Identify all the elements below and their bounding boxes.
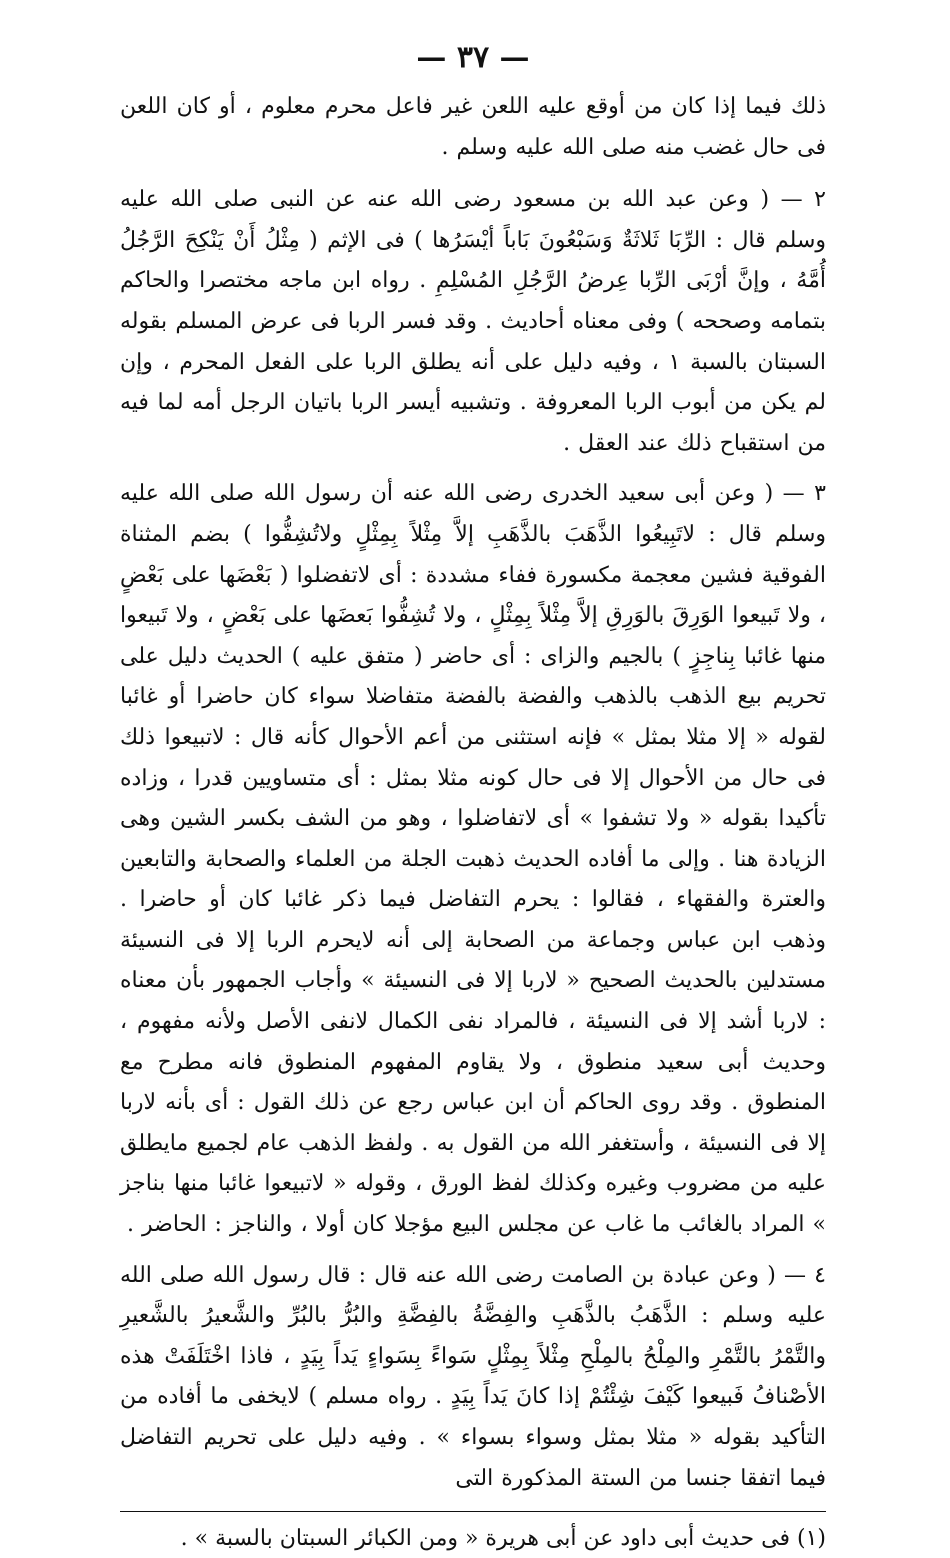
paragraph-intro: ذلك فيما إذا كان من أوقع عليه اللعن غير فاعل محرم معلوم ، أو كان اللعن فى حال غضب منه صلى الله عليه وسلم .: [120, 94, 826, 160]
paragraph-hadith-2: ٢ — ( وعن عبد الله بن مسعود رضى الله عنه عن النبى صلى الله عليه وسلم قال : الرِّبَا ثَلاثَةٌ وَسَبْعُونَ بَاباً أيْسَرُها ) فى الإثم ( مِثْلُ أَنْ يَنْكِحَ الرَّجُلُ أُمَّهُ ، وإنَّ أرْبَى الرِّبا عِرضُ الرَّجُلِ المُسْلِمِ . رواه ابن ماجه مختصرا والحاكم بتمامه وصححه ) وفى معناه أحاديث . وقد فسر الربا فى عرض المسلم بقوله السبتان بالسبة ١ ، وفيه دليل على أنه يطلق الربا على الفعل المحرم ، وإن لم يكن من أبوب الربا المعروفة . وتشبيه أيسر الربا باتيان الرجل أمه لما فيه من استقباح ذلك عند العقل .: [120, 187, 826, 456]
paragraph-hadith-3: ٣ — ( وعن أبى سعيد الخدرى رضى الله عنه أن رسول الله صلى الله عليه وسلم قال : لاتَبِيعُوا الذَّهَبَ بالذَّهَبِ إلاَّ مِثْلاً بِمِثْلٍ ولاتُشِفُّوا ) بضم المثناة الفوقية فشين معجمة مكسورة ففاء مشددة : أى لاتفضلوا ( بَعْضَها على بَعْضٍ ، ولا تَبيعوا الوَرِقَ بالوَرِقِ إلاَّ مِثْلاً بِمِثْلٍ ، ولا تُشِفُّوا بَعضَها على بَعْضٍ ، ولا تَبيعوا منها غائبا بِناجِزٍ ) بالجيم والزاى : أى حاضر ( متفق عليه ) الحديث دليل على تحريم بيع الذهب بالذهب والفضة بالفضة متفاضلا سواء كان حاضرا أو غائبا لقوله « إلا مثلا بمثل » فإنه استثنى من أعم الأحوال كأنه قال : لاتبيعوا ذلك فى حال من الأحوال إلا فى حال كونه مثلا بمثل : أى متساويين قدرا ، وزاده تأكيدا بقوله « ولا تشفوا » أى لاتفاضلوا ، وهو من الشف بكسر الشين وهى الزيادة هنا . وإلى ما أفاده الحديث ذهبت الجلة من العلماء والصحابة والتابعين والعترة والفقهاء ، فقالوا : يحرم التفاضل فيما ذكر غائبا كان أو حاضرا . وذهب ابن عباس وجماعة من الصحابة إلى أنه لايحرم الربا إلا فى النسيئة مستدلين بالحديث الصحيح « لاربا إلا فى النسيئة » وأجاب الجمهور بأن معناه : لاربا أشد إلا فى النسيئة ، فالمراد نفى الكمال لانفى الأصل ولأنه مفهوم ، وحديث أبى سعيد منطوق ، ولا يقاوم المفهوم المنطوق فانه مطرح مع المنطوق . وقد روى الحاكم أن ابن عباس رجع عن ذلك القول : أى بأنه لاربا إلا فى النسيئة ، وأستغفر الله من القول به . ولفظ الذهب عام لجميع مايطلق عليه من مضروب وغيره وكذلك لفظ الورق ، وقوله « لاتبيعوا غائبا منها بناجز » المراد بالغائب ما غاب عن مجلس البيع مؤجلا كان أولا ، والناجز : الحاضر .: [120, 481, 826, 1238]
footnote-divider: [120, 1511, 826, 1512]
page-number: — ٣٧ —: [416, 40, 530, 75]
paragraph-hadith-4: ٤ — ( وعن عبادة بن الصامت رضى الله عنه قال : قال رسول الله صلى الله عليه وسلم : الذَّهَبُ بالذَّهَبِ والفِضَّةُ بالفِضَّةِ والبُرُّ بالبُرِّ والشَّعيرُ بالشَّعيرِ والتَّمْرُ بالتَّمْرِ والمِلْحُ بالمِلْحِ مِثْلاً بِمِثْلٍ سَواءً بِسَواءٍ يَداً بِيَدٍ ، فاذا اخْتَلَفَتْ هذه الأصْنافُ فَبيعوا كَيْفَ شِئْتُمْ إذا كانَ يَداً بِيَدٍ . رواه مسلم ) لايخفى ما أفاده من التأكيد بقوله « مثلا بمثل وسواء بسواء » . وفيه دليل على تحريم التفاضل فيما اتفقا جنسا من الستة المذكورة التى: [120, 1262, 826, 1491]
footnote: (١) فى حديث أبى داود عن أبى هريرة « ومن الكبائر السبتان بالسبة » .: [180, 1526, 826, 1552]
